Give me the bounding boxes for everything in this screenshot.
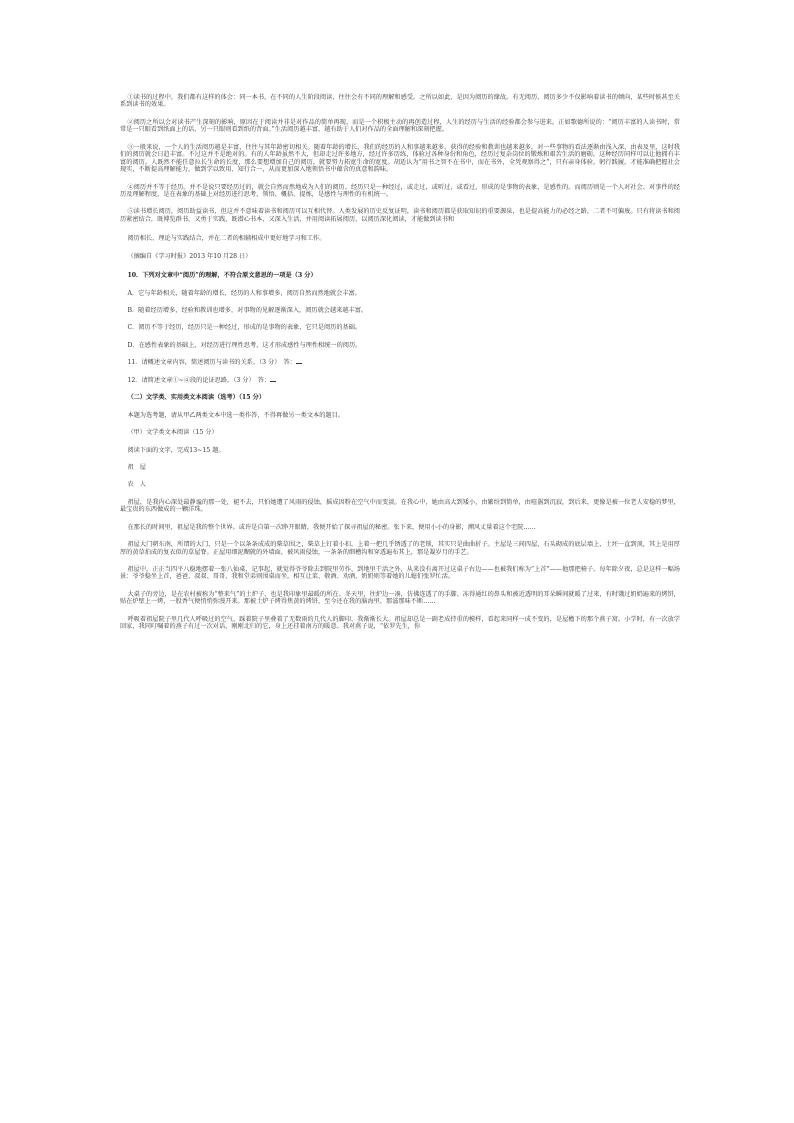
- passage-source: （摘编自《学习时报》2013 年10 月28 日）: [127, 252, 252, 260]
- section-heading: （二）文学类、实用类文本阅读（选考）（15 分）: [127, 394, 266, 402]
- task-instruction: 阅读下面的文字，完成13~15 题。: [127, 446, 225, 454]
- answer-blank: [296, 363, 302, 364]
- subsection-heading: （甲）文学类文本阅读（15 分）: [127, 429, 218, 437]
- question-10-stem: 10．下列对文章中“阅历”的理解，不符合原文意思的一项是（3 分）: [127, 272, 317, 280]
- story-title: 祖 屋: [127, 463, 146, 471]
- passage-paragraph-3: ③一般来说，一个人的生活阅历越是丰富，往往与其年龄密切相关。随着年龄的增长，我们的经历的人和事越来越多，获得的经验和教训也越来越多，对一些事物的看法逐渐由浅入深，由表及里，这时我们的阅历就会日趋丰富。不过这并不是绝对的。有的人年龄虽然不大，但却走过许多地方，经过许多历练，体验过各种身份和角色，经历过复杂岗位的锻炼和艰苦生活的磨砺，这种经历同样可以让他拥有丰富的阅历。人既然不能任意拉长生命的长度，那么要想增加自己的阅历，就要努力拓宽生命的宽度。胡适认为“用书之智不在书中，而在书外，全凭观察得之”，只有亲身体验，躬行践履，才能准确把握社会现实，不断提高理解能力，做到学以致用、知行合一，从而更加深入地领悟书中蕴含的真意和韵味。: [120, 143, 680, 174]
- question-11-text: 11．请概述文章内容，简述阅历与读书的关系。（3 分） 答：: [127, 359, 296, 367]
- passage-paragraph-2: ②阅历之所以会对读书产生深刻的影响，原因在于阅读并非是对作品的简单再现，而是一个积极主动的再创造过程，人生的经历与生活的经验都会参与进来。正如歌德所说的：“阅历丰富的人读书时，常常是一只眼看到纸面上的话，另一只眼则看到纸的背面。”生活阅历越丰富，越有助于人们对作品的全面理解和深刻把握。: [120, 118, 680, 134]
- question-10-option-b: B．随着经历增多，经验和教训也增多，对事物的见解逐渐深入，阅历就会越来越丰富。: [127, 307, 368, 314]
- passage-paragraph-4: ④阅历并不等于经历。并不是说只要经历过的，就会自然而然地成为人们的阅历。经历只是一种经过，或走过，或听过，或看过，形成的是事物的表象，是感性的。而阅历则是一个人对社会、对事件的经历及理解程度，是在表象的基础上对经历进行思考、领悟、概括、提炼，是感性与理性的有机统一。: [120, 183, 680, 198]
- story-paragraph-4: 祖屋中，正正当四平八稳地摆着一张八仙桌，记事起，就觉得爷爷除去到院里劳作、到地里干活之外，从来没有离开过这桌子右边——也被我们称为“上首”——他那把椅子。每年除夕夜，总是这样一幅场景：爷爷稳坐上首，爸爸、叔叔、哥哥、我和堂弟则围桌而坐，相互让菜、敬酒、劝酒，奶奶则等着她的儿媳们张罗忙活。: [120, 566, 680, 581]
- question-11: [120, 359, 680, 366]
- section-instruction: 本题为选考题，请从甲乙两类文本中选一类作答，不得再做另一类文本的题目。: [127, 411, 344, 419]
- passage-paragraph-1: ①读书的过程中，我们都有这样的体会：同一本书，在不同的人生阶段阅读，往往会有不同的理解和感受。之所以如此，是因为阅历的缘故。有无阅历、阅历多少不仅影响着读书的倾向，某些时候甚至关系到读书的效果。: [120, 94, 680, 109]
- question-10-option-a: A．它与年龄相关，随着年龄的增长，经历的人和事增多，阅历自然而然地就会丰富。: [127, 289, 361, 297]
- document-page: [120, 94, 680, 631]
- story-paragraph-1: 祖屋，是我内心深处最静谧的那一处，褪不去，只怕她遭了风雨的侵蚀，摇成因粉在空气中而变淡。在我心中，她由高大到矮小，由繁纷到简单，由喧嚣到沉寂，到后来，更像是被一位老人安稳的梦里，最宝贵的东西做成的一颗洋珠。: [120, 498, 680, 514]
- story-paragraph-5: 大桌子的旁边，是在农村被称为“整来气”的土炉子，也是我印象里最暖的所在。冬天里，往炉边一凑，仿佛连透了的手脚、冻得通红的鼻头和被近透明的耳朵瞬间就暖了过来，有时饿过奶奶遍来的烤饼，贴在炉壁上一烤，一股香气便悄悄弥漫开来。那被土炉子烤得焦黄的烤饼，至今还在我的脑海里，那滋那味不断……: [120, 590, 680, 606]
- story-paragraph-3: 祖屋大门朝东南，所谓的大门，只是一个以条条成成的柴草围之，柴草上钉着小扣，上着一把几乎锈透了的老锁，其实只是曲曲折子。主屋是三间四屋，石头砌成的底层墙上，土坯一直到顶，其上是用厚厚的黄草拍成的复衣似的草屋脊。正屋用细泥糊就的外墙面，被风雨侵蚀，一条条的细槽沟和穿透遍布其上，那是凝岁月的手艺。: [120, 541, 680, 556]
- passage-paragraph-5: ⑤读书增长阅历，阅历助益读书，但这并不意味着读书和阅历可以互相代替。人类发展的历史反复证明，读书和阅历都是获取知识的重要源泉，也是提高能力的必经之路，二者不可偏废。只有将读书和阅历紧密结合，既博览群书，又勇于实践，既潜心书本，又深入生活，并用阅读拓展阅历，以阅历深化阅读，才能做到读书和: [120, 208, 680, 223]
- answer-blank: [270, 381, 276, 382]
- passage-paragraph-6: 阅历相长、理论与实践结合，并在二者的相辅相成中更好地学习和工作。: [127, 235, 326, 243]
- question-10-option-d: D．在感性表象的基础上，对经历进行理性思考，这才形成感性与理性相统一的阅历。: [127, 341, 362, 349]
- question-12-text: 12．请简述文章①~④段的论证思路。（3 分） 答：: [127, 376, 271, 384]
- story-paragraph-6: 呼吸着祖屋院子里几代人呼吸过的空气，踩着院子里叠着了无数雨的几代人的脚印，我渐渐长大。祖屋却总是一副老成持重的模样，看起来同样一成不变的，是屋檐下的那个燕子窝。小学时，有一次放学回家，我同叮嘱着的燕子有过一次对话，刚刚北归的它，身上还挂着南方的暖意。我对燕子说，“依罗先生，你: [120, 615, 680, 631]
- question-10-option-c: C．阅历不等于经历，经历只是一种经过，形成的是事物的表象，它只是阅历的基础。: [127, 324, 362, 332]
- story-paragraph-2: 在那长的时间里，祖屋是我的整个世界。或许是自第一次睁开眼睛，我便开始了探寻祖屋的秘密。张下来，便用小小的身影，溯风丈量着这个宅院……: [127, 523, 536, 531]
- story-author: 农 人: [127, 481, 146, 489]
- question-12: [120, 377, 680, 384]
